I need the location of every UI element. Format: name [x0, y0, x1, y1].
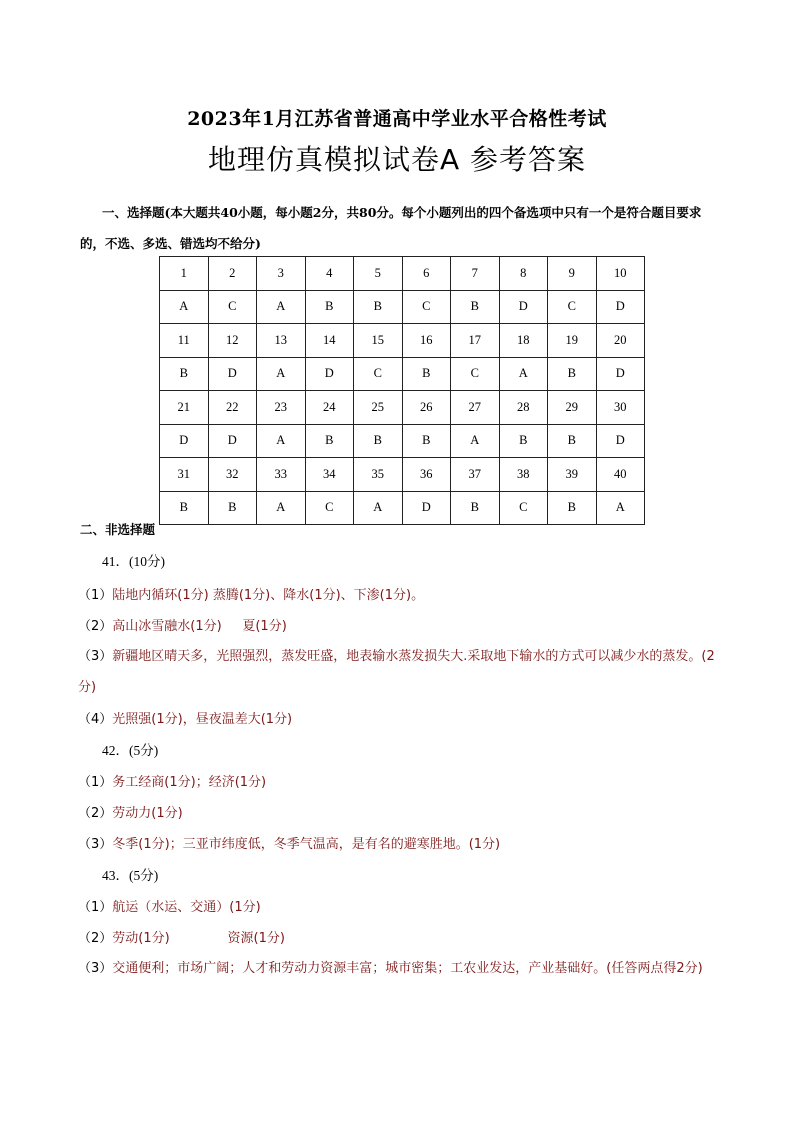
question-number-cell: 13: [257, 324, 306, 358]
answer-cell: A: [257, 357, 306, 391]
q43-a3-text: 交通便利；市场广阔；人才和劳动力资源丰富；城市密集；工农业发达，产业基础好。(任答两点得2分): [112, 961, 703, 976]
answer-cell: B: [160, 491, 209, 525]
question-number-cell: 33: [257, 458, 306, 492]
question-number-cell: 23: [257, 391, 306, 425]
answer-cell: B: [548, 424, 597, 458]
question-number-cell: 31: [160, 458, 209, 492]
answer-cell: D: [305, 357, 354, 391]
q42-a3-num: （3）: [78, 837, 113, 852]
q42-a3-text: 冬季(1分)；三亚市纬度低，冬季气温高，是有名的避寒胜地。(1分): [112, 837, 501, 852]
q41-a3-text: 新疆地区晴天多，光照强烈，蒸发旺盛，地表输水蒸发损失大.采取地下输水的方式可以减少水的蒸发。(2分): [78, 649, 715, 695]
q41-a1-num: （1）: [78, 588, 113, 603]
answer-cell: B: [354, 424, 403, 458]
question-number-cell: 11: [160, 324, 209, 358]
answer-table: [159, 256, 645, 525]
q42-answer-3: [78, 833, 500, 852]
answer-row: [160, 290, 645, 324]
q43-a2-num: （2）: [78, 931, 113, 946]
question-number-cell: 7: [451, 257, 500, 291]
answer-cell: C: [208, 290, 257, 324]
question-number-cell: 18: [499, 324, 548, 358]
q43-answer-2: [78, 927, 285, 946]
q43-answer-1: [78, 896, 261, 915]
q43-heading: 43．(5分): [102, 868, 159, 883]
answer-cell: A: [596, 491, 645, 525]
answer-cell: C: [548, 290, 597, 324]
answer-cell: B: [451, 290, 500, 324]
answer-cell: D: [402, 491, 451, 525]
q41-a4-text: 光照强(1分)，昼夜温差大(1分): [112, 712, 293, 727]
answer-row: [160, 491, 645, 525]
answer-cell: A: [257, 491, 306, 525]
answer-cell: A: [257, 424, 306, 458]
q43-a1-num: （1）: [78, 900, 113, 915]
question-number-cell: 39: [548, 458, 597, 492]
question-number-cell: 2: [208, 257, 257, 291]
answer-cell: B: [451, 491, 500, 525]
answer-cell: B: [305, 424, 354, 458]
q42-a1-num: （1）: [78, 775, 113, 790]
question-number-cell: 12: [208, 324, 257, 358]
question-number-cell: 25: [354, 391, 403, 425]
question-number-cell: 21: [160, 391, 209, 425]
answer-cell: B: [354, 290, 403, 324]
answer-cell: B: [402, 424, 451, 458]
answer-cell: A: [160, 290, 209, 324]
q42-a1-text: 务工经商(1分)；经济(1分): [112, 775, 267, 790]
q43-a1-text: 航运（水运、交通）(1分): [112, 900, 261, 915]
q41-answer-2: [78, 615, 287, 634]
answer-cell: B: [305, 290, 354, 324]
question-number-cell: 6: [402, 257, 451, 291]
q42-answer-2: [78, 802, 183, 821]
question-number-cell: 4: [305, 257, 354, 291]
answer-cell: C: [451, 357, 500, 391]
question-number-cell: 36: [402, 458, 451, 492]
section2-heading: 二、非选择题: [80, 522, 156, 537]
question-number-cell: 27: [451, 391, 500, 425]
question-number-cell: 32: [208, 458, 257, 492]
question-number-cell: 16: [402, 324, 451, 358]
answer-cell: B: [402, 357, 451, 391]
question-number-cell: 8: [499, 257, 548, 291]
question-number-cell: 30: [596, 391, 645, 425]
question-number-cell: 22: [208, 391, 257, 425]
q41-a4-num: （4）: [78, 712, 113, 727]
q43-a2-text: 劳动(1分) 资源(1分): [112, 931, 285, 946]
question-number-cell: 5: [354, 257, 403, 291]
question-number-cell: 37: [451, 458, 500, 492]
question-number-cell: 19: [548, 324, 597, 358]
answer-cell: B: [160, 357, 209, 391]
question-number-row: [160, 458, 645, 492]
answer-cell: D: [499, 290, 548, 324]
q43-answer-3: [78, 953, 728, 984]
answer-cell: C: [354, 357, 403, 391]
answer-cell: D: [208, 357, 257, 391]
question-number-cell: 14: [305, 324, 354, 358]
answer-cell: C: [305, 491, 354, 525]
q43-a3-num: （3）: [78, 961, 113, 976]
q42-heading: 42．(5分): [102, 743, 159, 758]
q41-a1-text: 陆地内循环(1分) 蒸腾(1分)、降水(1分)、下渗(1分)。: [112, 588, 425, 603]
question-number-cell: 15: [354, 324, 403, 358]
question-number-cell: 34: [305, 458, 354, 492]
answer-cell: C: [499, 491, 548, 525]
question-number-row: [160, 257, 645, 291]
question-number-cell: 40: [596, 458, 645, 492]
answer-cell: A: [354, 491, 403, 525]
answer-cell: C: [402, 290, 451, 324]
question-number-cell: 9: [548, 257, 597, 291]
answer-cell: A: [257, 290, 306, 324]
answer-cell: D: [596, 290, 645, 324]
question-number-row: [160, 324, 645, 358]
answer-cell: D: [596, 424, 645, 458]
q41-a2-num: （2）: [78, 619, 113, 634]
q41-answer-4: [78, 708, 292, 727]
answer-cell: D: [160, 424, 209, 458]
question-number-cell: 3: [257, 257, 306, 291]
answer-cell: B: [548, 491, 597, 525]
q41-answer-1: [78, 584, 424, 603]
page-title: 地理仿真模拟试卷A 参考答案: [207, 143, 587, 176]
q42-a2-num: （2）: [78, 806, 113, 821]
answer-cell: A: [499, 357, 548, 391]
question-number-cell: 38: [499, 458, 548, 492]
answer-cell: B: [208, 491, 257, 525]
answer-cell: D: [208, 424, 257, 458]
question-number-cell: 10: [596, 257, 645, 291]
question-number-cell: 29: [548, 391, 597, 425]
question-number-cell: 26: [402, 391, 451, 425]
answer-cell: B: [499, 424, 548, 458]
question-number-row: [160, 391, 645, 425]
exam-subtitle: 2023年1月江苏省普通高中学业水平合格性考试: [187, 108, 607, 130]
question-number-cell: 35: [354, 458, 403, 492]
answer-row: [160, 357, 645, 391]
answer-cell: A: [451, 424, 500, 458]
answer-cell: D: [596, 357, 645, 391]
answer-cell: B: [548, 357, 597, 391]
q41-a3-num: （3）: [78, 649, 113, 664]
question-number-cell: 24: [305, 391, 354, 425]
question-number-cell: 28: [499, 391, 548, 425]
q41-heading: 41．(10分): [102, 554, 165, 569]
q42-answer-1: [78, 771, 266, 790]
question-number-cell: 1: [160, 257, 209, 291]
section1-heading: 一、选择题(本大题共40小题，每小题2分，共80分。每个小题列出的四个备选项中只有一个是符合题目要求的，不选、多选、错选均不给分): [80, 205, 702, 251]
q42-a2-text: 劳动力(1分): [112, 806, 183, 821]
answer-row: [160, 424, 645, 458]
q41-a2-text: 高山冰雪融水(1分) 夏(1分): [112, 619, 287, 634]
question-number-cell: 17: [451, 324, 500, 358]
q41-answer-3: [78, 641, 728, 703]
question-number-cell: 20: [596, 324, 645, 358]
